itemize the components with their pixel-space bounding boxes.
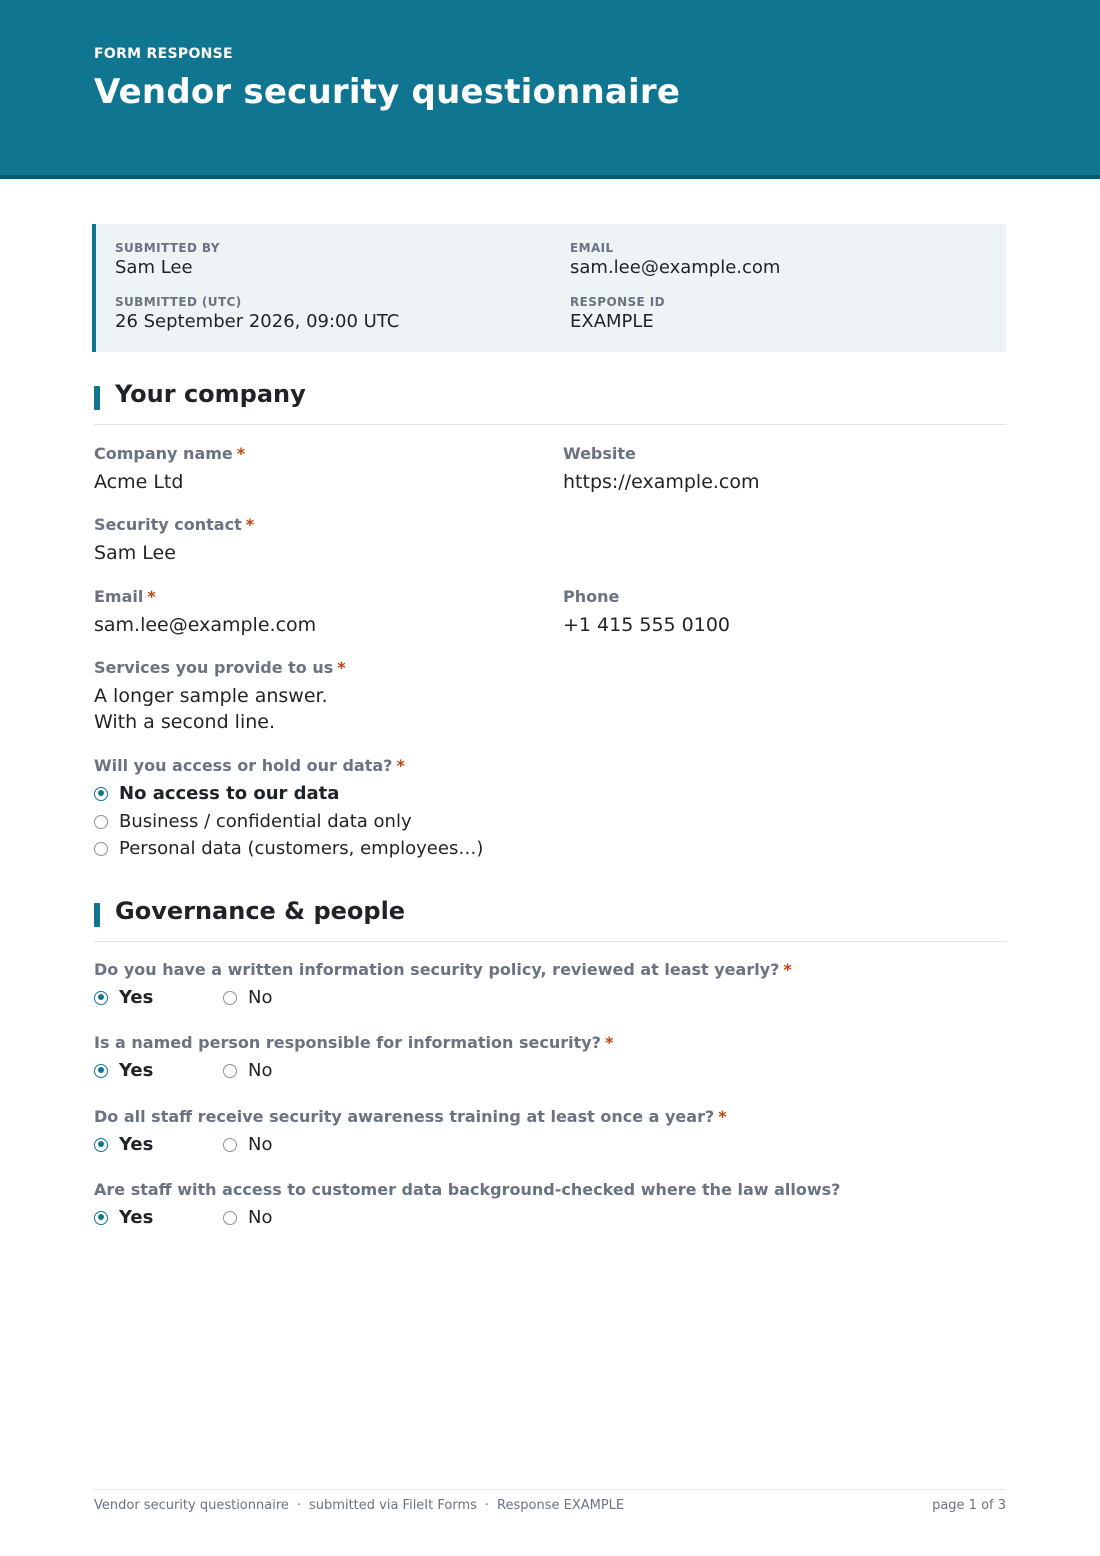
radio-label: No (248, 1207, 273, 1228)
required-marker: * (236, 444, 246, 463)
meta-response-id (570, 295, 665, 332)
field-label: Company name * (94, 444, 246, 463)
radio-option (94, 987, 153, 1008)
radio-label: No (248, 1134, 273, 1155)
radio-empty-icon (223, 1138, 237, 1152)
radio-label: No (248, 987, 273, 1008)
field-phone (563, 587, 730, 638)
form-title: Vendor security questionnaire (94, 72, 681, 112)
footer-response-id: Response EXAMPLE (497, 1498, 625, 1513)
radio-empty-icon (223, 991, 237, 1005)
section-governance (94, 897, 1006, 942)
radio-empty-icon (223, 1064, 237, 1078)
radio-option (94, 811, 412, 832)
meta-value: 26 September 2026, 09:00 UTC (115, 311, 400, 332)
field-value: https://example.com (563, 471, 760, 493)
meta-label: RESPONSE ID (570, 295, 665, 309)
radio-selected-icon (94, 1064, 108, 1078)
field-awareness-training (94, 1107, 727, 1126)
radio-label: Business / confidential data only (119, 811, 412, 832)
radio-option (223, 987, 272, 1008)
meta-submitted-by (115, 241, 220, 278)
footer-separator: · (484, 1498, 490, 1513)
radio-selected-icon (94, 1211, 108, 1225)
page-number: page 1 of 3 (932, 1498, 1006, 1513)
radio-option (94, 1060, 153, 1081)
form-eyebrow: FORM RESPONSE (94, 46, 233, 62)
field-label: Phone (563, 587, 620, 606)
radio-label: Yes (119, 1134, 154, 1155)
radio-option (223, 1134, 272, 1155)
meta-email (570, 241, 780, 278)
radio-option (94, 1207, 153, 1228)
section-accent-bar (94, 903, 100, 927)
field-label: Will you access or hold our data? * (94, 756, 405, 775)
radio-empty-icon (94, 842, 108, 856)
field-value-line: With a second line. (94, 711, 275, 733)
section-accent-bar (94, 386, 100, 410)
field-security-contact (94, 515, 254, 566)
field-label: Security contact * (94, 515, 255, 534)
meta-label: SUBMITTED BY (115, 241, 220, 255)
field-label: Are staff with access to customer data background-checked where the law allows? (94, 1180, 841, 1199)
field-named-person (94, 1033, 613, 1052)
field-security-policy (94, 960, 792, 979)
radio-selected-icon (94, 1138, 108, 1152)
meta-label: SUBMITTED (UTC) (115, 295, 242, 309)
field-value: Acme Ltd (94, 471, 184, 493)
field-value: sam.lee@example.com (94, 614, 317, 636)
footer-submitted-via: submitted via FileIt Forms (309, 1498, 477, 1513)
required-marker: * (337, 658, 346, 677)
footer-form-name: Vendor security questionnaire (94, 1498, 289, 1513)
submission-meta (92, 224, 1006, 352)
radio-option (223, 1207, 272, 1228)
radio-label: Yes (119, 987, 154, 1008)
field-email (94, 587, 316, 638)
field-background-checks (94, 1180, 840, 1199)
radio-label: Yes (119, 1060, 154, 1081)
form-header (0, 0, 1100, 179)
radio-selected-icon (94, 787, 108, 801)
section-your-company (94, 380, 1006, 425)
required-marker: * (604, 1033, 614, 1052)
radio-option (94, 1134, 153, 1155)
footer-info (94, 1498, 624, 1513)
meta-value: EXAMPLE (570, 311, 654, 332)
footer-separator: · (296, 1498, 302, 1513)
radio-empty-icon (223, 1211, 237, 1225)
footer-divider (94, 1489, 1006, 1490)
meta-submitted-utc (115, 295, 399, 332)
field-value: Sam Lee (94, 542, 176, 564)
field-website (563, 444, 760, 495)
field-value (94, 683, 346, 735)
field-label: Is a named person responsible for information security? * (94, 1033, 614, 1052)
radio-selected-icon (94, 991, 108, 1005)
radio-label: Yes (119, 1207, 154, 1228)
field-label: Email * (94, 587, 156, 606)
field-services (94, 658, 346, 735)
radio-option (94, 838, 483, 859)
field-label: Do you have a written information security policy, reviewed at least yearly? * (94, 960, 792, 979)
section-title: Governance & people (115, 897, 406, 925)
field-data-access (94, 756, 405, 775)
field-label: Do all staff receive security awareness training at least once a year? * (94, 1107, 727, 1126)
field-value-line: A longer sample answer. (94, 685, 328, 707)
radio-label: Personal data (customers, employees…) (119, 838, 484, 859)
meta-value: sam.lee@example.com (570, 257, 781, 278)
field-company-name (94, 444, 245, 495)
field-label: Website (563, 444, 636, 463)
required-marker: * (718, 1107, 727, 1126)
field-label: Services you provide to us * (94, 658, 346, 677)
radio-label: No access to our data (119, 783, 340, 804)
required-marker: * (147, 587, 156, 606)
radio-option (94, 783, 339, 804)
field-value: +1 415 555 0100 (563, 614, 731, 636)
radio-label: No (248, 1060, 273, 1081)
radio-option (223, 1060, 272, 1081)
section-title: Your company (115, 380, 306, 408)
meta-value: Sam Lee (115, 257, 193, 278)
meta-label: EMAIL (570, 241, 614, 255)
radio-empty-icon (94, 815, 108, 829)
required-marker: * (783, 960, 792, 979)
required-marker: * (245, 515, 255, 534)
required-marker: * (396, 756, 405, 775)
